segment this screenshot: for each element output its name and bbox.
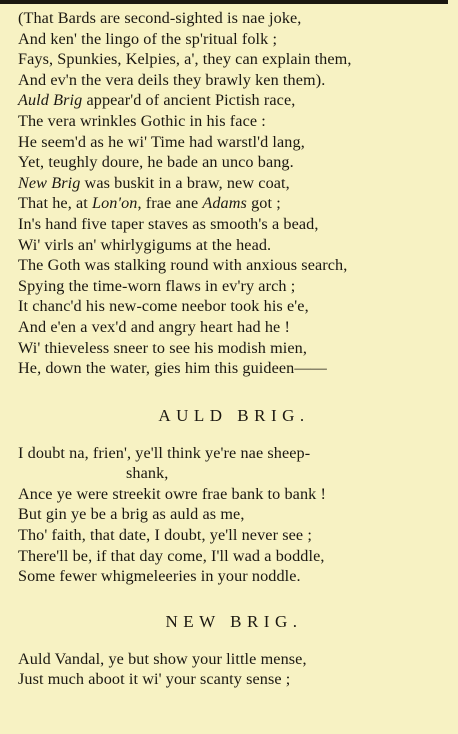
verse-text: He, down the water, gies him this guideen——: [18, 359, 327, 378]
verse-text: In's hand five taper staves as smooth's a bead,: [18, 214, 319, 233]
stanza-auld-brig-speech: [18, 443, 442, 587]
verse-text: There'll be, if that day come, I'll wad a boddle,: [18, 546, 325, 565]
verse-line: [18, 566, 442, 587]
verse-text: And ken' the lingo of the sp'ritual folk ;: [18, 29, 278, 48]
verse-line: [18, 546, 442, 567]
verse-line: [18, 90, 442, 111]
verse-line: [18, 463, 442, 484]
verse-text: That he, at: [18, 194, 93, 213]
verse-line: [18, 235, 442, 256]
verse-text: appear'd of ancient Pictish race,: [82, 91, 296, 110]
verse-line: [18, 70, 442, 91]
verse-text: Yet, teughly doure, he bade an unco bang.: [18, 153, 294, 172]
verse-line: [18, 152, 442, 173]
verse-line: [18, 214, 442, 235]
verse-line: [18, 111, 442, 132]
verse-line: [18, 276, 442, 297]
verse-line: [18, 8, 442, 29]
stanza-narrative: [18, 8, 442, 379]
verse-line: [18, 669, 442, 690]
verse-text: Spying the time-worn flaws in ev'ry arch ;: [18, 276, 296, 295]
verse-line: [18, 193, 442, 214]
verse-text: I doubt na, frien', ye'll think ye're nae sheep-: [18, 443, 311, 462]
verse-line: [18, 484, 442, 505]
heading-new-brig: NEW BRIG.: [165, 611, 303, 631]
verse-line: [18, 504, 442, 525]
verse-text: Wi' thieveless sneer to see his modish mien,: [18, 338, 307, 357]
verse-text: shank,: [126, 464, 169, 483]
verse-text: Some fewer whigmeleeries in your noddle.: [18, 567, 301, 586]
verse-line: [18, 296, 442, 317]
verse-text: And e'en a vex'd and angry heart had he !: [18, 317, 290, 336]
stanza-new-brig-speech: [18, 649, 442, 690]
verse-line: [18, 255, 442, 276]
verse-line: [18, 649, 442, 670]
verse-text: (That Bards are second-sighted is nae joke,: [18, 9, 302, 27]
verse-text: Tho' faith, that date, I doubt, ye'll never see ;: [18, 526, 312, 545]
verse-text: Fays, Spunkies, Kelpies, a', they can explain them,: [18, 50, 352, 69]
verse-line: [18, 443, 442, 464]
verse-text: was buskit in a braw, new coat,: [80, 173, 290, 192]
verse-line: [18, 49, 442, 70]
verse-text: He seem'd as he wi' Time had warstl'd lang,: [18, 132, 305, 151]
verse-text: The vera wrinkles Gothic in his face :: [18, 111, 266, 130]
poem-page: [18, 8, 442, 690]
verse-italic-name: Auld Brig: [18, 91, 83, 110]
verse-line: [18, 525, 442, 546]
verse-text: Wi' virls an' whirlygigums at the head.: [18, 235, 272, 254]
verse-text: , frae ane: [137, 194, 203, 213]
verse-text: got ;: [246, 194, 281, 213]
verse-text: The Goth was stalking round with anxious search,: [18, 256, 348, 275]
verse-line: [18, 132, 442, 153]
verse-line: [18, 358, 442, 379]
verse-text: Just much aboot it wi' your scanty sense ;: [18, 670, 291, 689]
verse-text: And ev'n the vera deils they brawly ken them).: [18, 70, 326, 89]
verse-text: Auld Vandal, ye but show your little mense,: [18, 649, 307, 668]
verse-italic-name: New Brig: [18, 173, 81, 192]
verse-text: But gin ye be a brig as auld as me,: [18, 505, 245, 524]
heading-auld-brig: AULD BRIG.: [158, 405, 310, 425]
verse-line: [18, 338, 442, 359]
verse-text: It chanc'd his new-come neebor took his e'e,: [18, 297, 309, 316]
verse-italic-name: Lon'on: [92, 194, 138, 213]
verse-italic-name: Adams: [202, 194, 247, 213]
verse-line: [18, 29, 442, 50]
verse-text: Ance ye were streekit owre frae bank to bank !: [18, 484, 326, 503]
top-rule: [0, 0, 448, 4]
verse-line: [18, 173, 442, 194]
verse-line: [18, 317, 442, 338]
